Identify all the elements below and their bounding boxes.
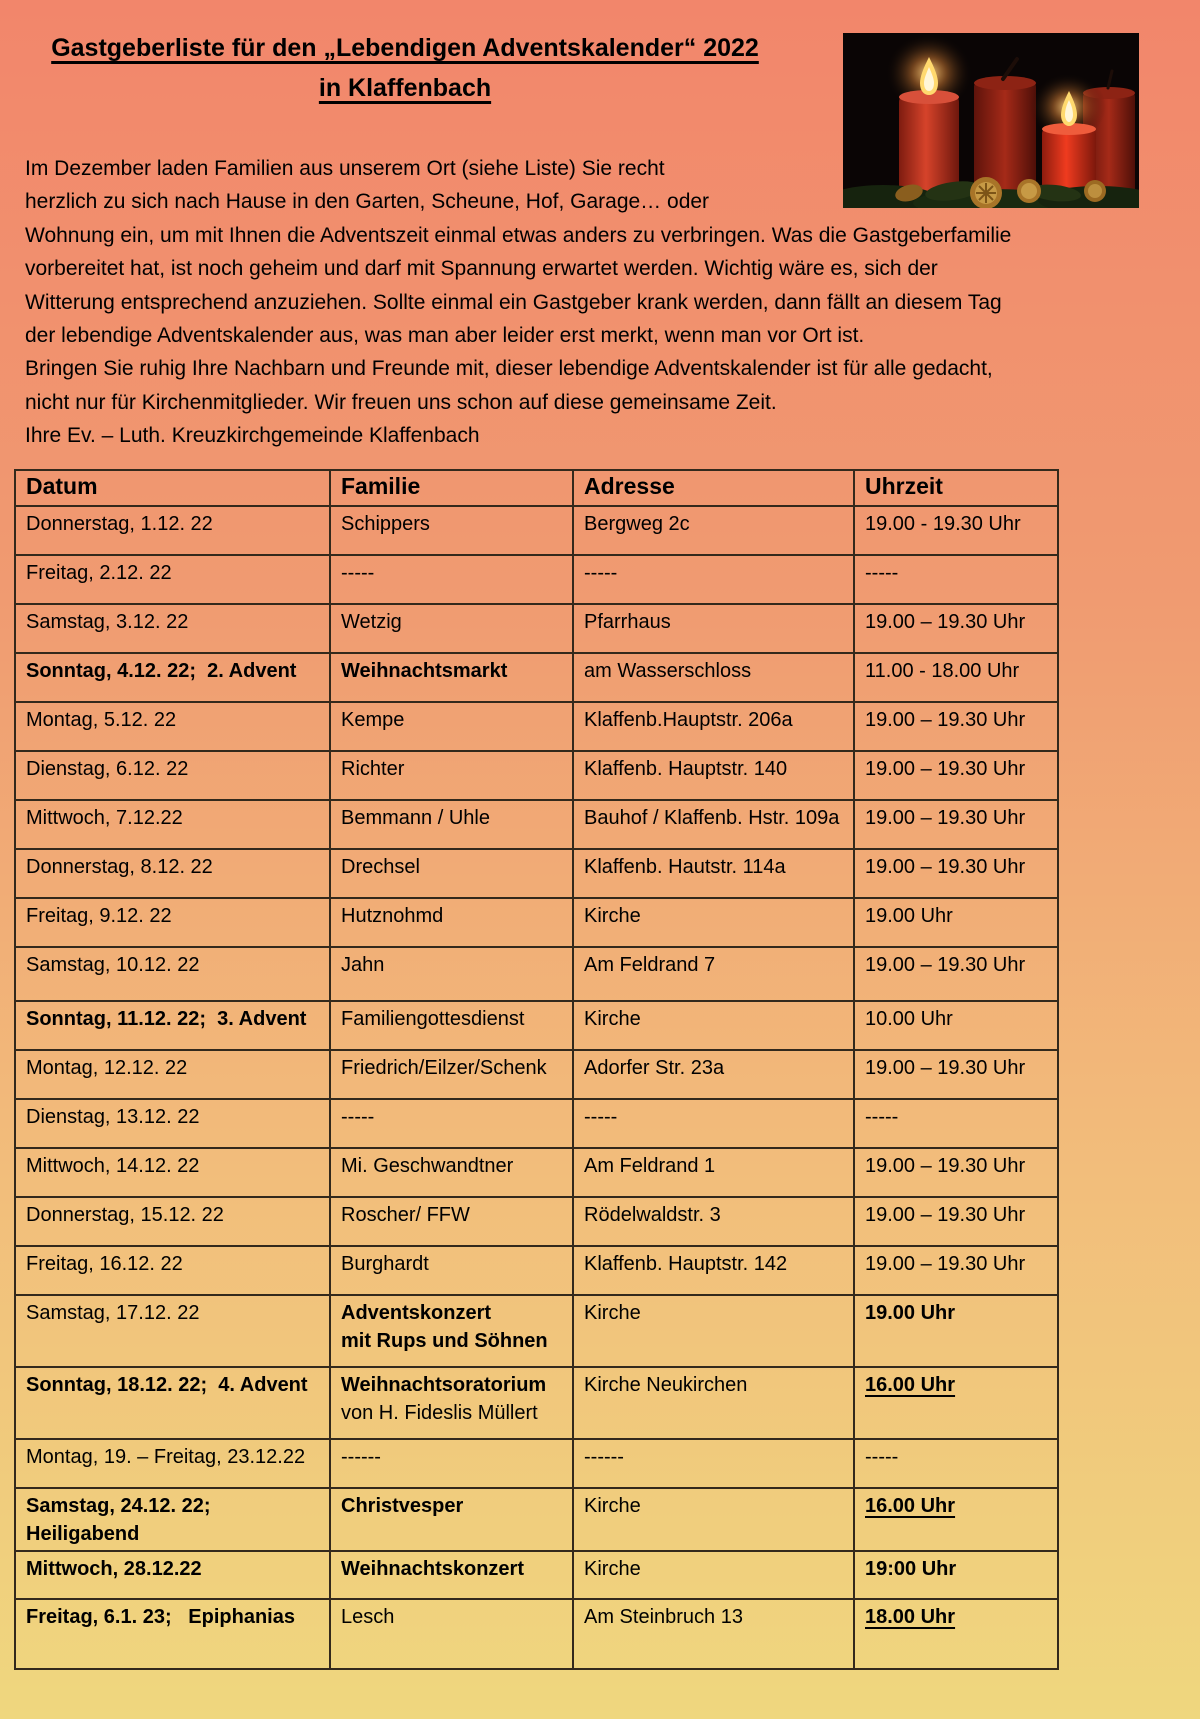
- table-cell: [15, 1197, 330, 1246]
- table-cell: [15, 1295, 330, 1367]
- table-cell: [854, 947, 1058, 1001]
- cell-text: 19:00 Uhr: [865, 1557, 957, 1580]
- cell-text: Mittwoch, 7.12.22: [26, 806, 183, 829]
- table-cell: [15, 1050, 330, 1099]
- cell-text: 19.00 – 19.30 Uhr: [865, 1252, 1026, 1275]
- cell-text: 16.00 Uhr: [865, 1494, 956, 1517]
- intro-line: Bringen Sie ruhig Ihre Nachbarn und Freunde mit, dieser lebendige Adventskalender ist für alle gedacht,: [25, 357, 993, 381]
- cell-text: 19.00 – 19.30 Uhr: [865, 610, 1026, 633]
- host-table: [14, 469, 1059, 1670]
- table-row: [15, 1197, 1058, 1246]
- table-cell: [15, 898, 330, 947]
- cell-text: Dienstag, 13.12. 22: [26, 1105, 200, 1128]
- cell-text: Donnerstag, 1.12. 22: [26, 512, 213, 535]
- intro-line: vorbereitet hat, ist noch geheim und darf mit Spannung erwartet werden. Wichtig wäre es, sich der: [25, 257, 938, 281]
- table-cell: [330, 800, 573, 849]
- cell-text: 19.00 – 19.30 Uhr: [865, 1203, 1026, 1226]
- table-cell: [854, 1439, 1058, 1488]
- table-row: [15, 1148, 1058, 1197]
- advent-wreath-photo: [843, 33, 1139, 208]
- table-cell: [573, 1050, 854, 1099]
- table-cell: [573, 1439, 854, 1488]
- table-cell: [15, 702, 330, 751]
- table-cell: [15, 751, 330, 800]
- cell-text: Mi. Geschwandtner: [341, 1154, 514, 1177]
- cell-text: 19.00 – 19.30 Uhr: [865, 708, 1026, 731]
- cell-text: Kirche: [584, 904, 641, 927]
- table-cell: [573, 1001, 854, 1050]
- table-cell: [330, 898, 573, 947]
- table-cell: [330, 1551, 573, 1599]
- cell-text: 19.00 – 19.30 Uhr: [865, 855, 1026, 878]
- cell-text: Klaffenb. Hautstr. 114a: [584, 855, 786, 878]
- cell-text: Am Steinbruch 13: [584, 1605, 743, 1628]
- table-row: [15, 604, 1058, 653]
- cell-text: Weihnachtskonzert: [341, 1557, 524, 1580]
- cell-text: Kirche: [584, 1557, 641, 1580]
- cell-text: Adventskonzert: [341, 1301, 492, 1324]
- cell-text: Bemmann / Uhle: [341, 806, 490, 829]
- table-cell: [330, 1367, 573, 1439]
- table-cell: [573, 1295, 854, 1367]
- table-cell: [15, 1488, 330, 1551]
- cell-text: Freitag, 16.12. 22: [26, 1252, 183, 1275]
- table-cell: [854, 1551, 1058, 1599]
- table-cell: [15, 1001, 330, 1050]
- cell-text: Montag, 12.12. 22: [26, 1056, 188, 1079]
- cell-text: Kirche: [584, 1494, 641, 1517]
- table-row: [15, 702, 1058, 751]
- table-cell: [573, 1197, 854, 1246]
- cell-text: Donnerstag, 8.12. 22: [26, 855, 213, 878]
- table-cell: [573, 506, 854, 555]
- table-row: [15, 555, 1058, 604]
- table-row: [15, 1488, 1058, 1551]
- cell-text: Kirche: [584, 1301, 641, 1324]
- table-cell: [330, 1246, 573, 1295]
- table-cell: [854, 1367, 1058, 1439]
- table-row: [15, 849, 1058, 898]
- table-row: [15, 1599, 1058, 1669]
- table-cell: [854, 751, 1058, 800]
- table-cell: [15, 947, 330, 1001]
- table-row: [15, 1439, 1058, 1488]
- cell-text: Freitag, 9.12. 22: [26, 904, 172, 927]
- page-title: [20, 28, 790, 108]
- table-cell: [15, 800, 330, 849]
- cell-text: von H. Fideslis Müllert: [341, 1401, 538, 1424]
- cell-text: Rödelwaldstr. 3: [584, 1203, 721, 1226]
- table-cell: [330, 506, 573, 555]
- intro-line: Im Dezember laden Familien aus unserem Ort (siehe Liste) Sie recht: [25, 157, 665, 180]
- cell-text: Heiligabend: [26, 1522, 140, 1545]
- cell-text: 18.00 Uhr: [865, 1605, 956, 1628]
- column-header-datum: Datum: [15, 470, 330, 506]
- cell-text: -----: [865, 1445, 899, 1468]
- table-cell: [854, 604, 1058, 653]
- cell-text: -----: [584, 561, 618, 584]
- cell-text: Sonntag, 18.12. 22; 4. Advent: [26, 1373, 308, 1396]
- table-cell: [330, 653, 573, 702]
- cell-text: Adorfer Str. 23a: [584, 1056, 725, 1079]
- cell-text: 19.00 – 19.30 Uhr: [865, 953, 1026, 976]
- table-cell: [573, 1488, 854, 1551]
- column-header-familie: Familie: [330, 470, 573, 506]
- cell-text: Montag, 5.12. 22: [26, 708, 177, 731]
- cell-text: Jahn: [341, 953, 385, 976]
- table-cell: [573, 898, 854, 947]
- table-row: [15, 1001, 1058, 1050]
- cell-text: 16.00 Uhr: [865, 1373, 956, 1396]
- column-header-uhrzeit: Uhrzeit: [854, 470, 1058, 506]
- intro-line: Witterung entsprechend anzuziehen. Sollte einmal ein Gastgeber krank werden, dann fällt an diesem Tag: [25, 290, 1002, 314]
- table-cell: [854, 849, 1058, 898]
- cell-text: 10.00 Uhr: [865, 1007, 953, 1030]
- column-header-adresse: Adresse: [573, 470, 854, 506]
- table-cell: [854, 1099, 1058, 1148]
- table-cell: [854, 1488, 1058, 1551]
- table-cell: [330, 702, 573, 751]
- cell-text: Dienstag, 6.12. 22: [26, 757, 189, 780]
- table-cell: [15, 1439, 330, 1488]
- table-row: [15, 1551, 1058, 1599]
- table-cell: [854, 1050, 1058, 1099]
- intro-line: herzlich zu sich nach Hause in den Garten, Scheune, Hof, Garage… oder: [25, 190, 710, 214]
- table-cell: [15, 506, 330, 555]
- cell-text: Drechsel: [341, 855, 420, 878]
- table-row: [15, 947, 1058, 1001]
- table-cell: [854, 1001, 1058, 1050]
- cell-text: Wetzig: [341, 610, 402, 633]
- cell-text: Christvesper: [341, 1494, 464, 1517]
- cell-text: Weihnachtsmarkt: [341, 659, 508, 682]
- table-cell: [330, 1295, 573, 1367]
- cell-text: Mittwoch, 14.12. 22: [26, 1154, 200, 1177]
- table-row: [15, 506, 1058, 555]
- cell-text: Pfarrhaus: [584, 610, 671, 633]
- table-cell: [330, 1099, 573, 1148]
- cell-text: Familiengottesdienst: [341, 1007, 525, 1030]
- table-cell: [330, 947, 573, 1001]
- table-cell: [330, 1050, 573, 1099]
- table-cell: [573, 1099, 854, 1148]
- table-cell: [15, 1099, 330, 1148]
- cell-text: 19.00 – 19.30 Uhr: [865, 1056, 1026, 1079]
- table-cell: [854, 506, 1058, 555]
- cell-text: Samstag, 3.12. 22: [26, 610, 189, 633]
- cell-text: 19.00 – 19.30 Uhr: [865, 1154, 1026, 1177]
- table-cell: [330, 604, 573, 653]
- cell-text: Roscher/ FFW: [341, 1203, 470, 1226]
- table-cell: [330, 1001, 573, 1050]
- table-cell: [573, 555, 854, 604]
- table-cell: [573, 849, 854, 898]
- table-cell: [15, 1246, 330, 1295]
- cell-text: ------: [341, 1445, 381, 1468]
- table-row: [15, 898, 1058, 947]
- cell-text: Burghardt: [341, 1252, 429, 1275]
- intro-line: nicht nur für Kirchenmitglieder. Wir freuen uns schon auf diese gemeinsame Zeit.: [25, 390, 777, 414]
- cell-text: 19.00 - 19.30 Uhr: [865, 512, 1021, 535]
- table-cell: [854, 800, 1058, 849]
- table-row: [15, 1367, 1058, 1439]
- cell-text: Samstag, 10.12. 22: [26, 953, 200, 976]
- cell-text: Freitag, 2.12. 22: [26, 561, 172, 584]
- cell-text: Montag, 19. – Freitag, 23.12.22: [26, 1445, 306, 1468]
- table-cell: [854, 1295, 1058, 1367]
- cell-text: Am Feldrand 1: [584, 1154, 716, 1177]
- cell-text: Klaffenb.Hauptstr. 206a: [584, 708, 793, 731]
- cell-text: Kirche Neukirchen: [584, 1373, 748, 1396]
- table-cell: [573, 604, 854, 653]
- table-cell: [854, 1197, 1058, 1246]
- cell-text: Friedrich/Eilzer/Schenk: [341, 1056, 547, 1079]
- cell-text: -----: [865, 561, 899, 584]
- table-row: [15, 1295, 1058, 1367]
- table-cell: [854, 1599, 1058, 1669]
- cell-text: Sonntag, 4.12. 22; 2. Advent: [26, 659, 297, 682]
- table-cell: [15, 1367, 330, 1439]
- table-cell: [854, 1246, 1058, 1295]
- table-cell: [854, 898, 1058, 947]
- cell-text: Klaffenb. Hauptstr. 142: [584, 1252, 788, 1275]
- table-row: [15, 653, 1058, 702]
- table-cell: [330, 1439, 573, 1488]
- cell-text: Schippers: [341, 512, 430, 535]
- table-cell: [573, 653, 854, 702]
- table-cell: [573, 702, 854, 751]
- cell-text: am Wasserschloss: [584, 659, 752, 682]
- table-cell: [15, 1599, 330, 1669]
- table-cell: [15, 849, 330, 898]
- table-cell: [330, 1488, 573, 1551]
- table-row: [15, 1246, 1058, 1295]
- cell-text: 19.00 – 19.30 Uhr: [865, 806, 1026, 829]
- cell-text: -----: [341, 561, 375, 584]
- table-cell: [854, 702, 1058, 751]
- cell-text: ------: [584, 1445, 624, 1468]
- table-cell: [330, 1599, 573, 1669]
- cell-text: Klaffenb. Hauptstr. 140: [584, 757, 788, 780]
- cell-text: -----: [584, 1105, 618, 1128]
- table-cell: [854, 555, 1058, 604]
- cell-text: Sonntag, 11.12. 22; 3. Advent: [26, 1007, 307, 1030]
- table-header-row: [15, 470, 1058, 506]
- intro-line: Ihre Ev. – Luth. Kreuzkirchgemeinde Klaffenbach: [25, 424, 480, 448]
- page-title-line-1: Gastgeberliste für den „Lebendigen Adventskalender“ 2022: [51, 34, 759, 62]
- table-cell: [15, 555, 330, 604]
- table-row: [15, 751, 1058, 800]
- intro-line: Wohnung ein, um mit Ihnen die Adventszeit einmal etwas anders zu verbringen. Was die Gastgeberfamilie: [25, 223, 1012, 247]
- cell-text: Richter: [341, 757, 405, 780]
- cell-text: -----: [341, 1105, 375, 1128]
- table-cell: [15, 1148, 330, 1197]
- table-cell: [573, 1148, 854, 1197]
- table-cell: [573, 1599, 854, 1669]
- cell-text: Bauhof / Klaffenb. Hstr. 109a: [584, 806, 840, 829]
- cell-text: Hutznohmd: [341, 904, 444, 927]
- table-cell: [573, 1246, 854, 1295]
- cell-text: 19.00 Uhr: [865, 1301, 956, 1324]
- table-cell: [854, 1148, 1058, 1197]
- table-cell: [573, 1551, 854, 1599]
- table-cell: [573, 751, 854, 800]
- cell-text: Kempe: [341, 708, 405, 731]
- cell-text: Mittwoch, 28.12.22: [26, 1557, 202, 1580]
- cell-text: Donnerstag, 15.12. 22: [26, 1203, 224, 1226]
- table-cell: [330, 751, 573, 800]
- page-title-line-2: in Klaffenbach: [318, 74, 492, 102]
- table-cell: [15, 604, 330, 653]
- document-page: [0, 28, 1200, 1719]
- table-cell: [330, 1148, 573, 1197]
- cell-text: 11.00 - 18.00 Uhr: [865, 659, 1020, 682]
- cell-text: Freitag, 6.1. 23; Epiphanias: [26, 1605, 295, 1628]
- cell-text: -----: [865, 1105, 899, 1128]
- cell-text: Kirche: [584, 1007, 641, 1030]
- table-cell: [15, 653, 330, 702]
- cell-text: Lesch: [341, 1605, 395, 1628]
- cell-text: Samstag, 17.12. 22: [26, 1301, 200, 1324]
- table-cell: [330, 1197, 573, 1246]
- cell-text: Weihnachtsoratorium: [341, 1373, 547, 1396]
- cell-text: Samstag, 24.12. 22;: [26, 1494, 211, 1517]
- cell-text: 19.00 – 19.30 Uhr: [865, 757, 1026, 780]
- intro-line: der lebendige Adventskalender aus, was man aber leider erst merkt, wenn man vor Ort ist.: [25, 324, 865, 348]
- cell-text: mit Rups und Söhnen: [341, 1329, 548, 1352]
- table-row: [15, 1050, 1058, 1099]
- cell-text: Bergweg 2c: [584, 512, 690, 535]
- table-cell: [330, 849, 573, 898]
- table-cell: [330, 555, 573, 604]
- table-cell: [573, 1367, 854, 1439]
- cell-text: 19.00 Uhr: [865, 904, 953, 927]
- table-row: [15, 1099, 1058, 1148]
- cell-text: Am Feldrand 7: [584, 953, 716, 976]
- table-row: [15, 800, 1058, 849]
- table-cell: [573, 800, 854, 849]
- table-body: [15, 506, 1058, 1669]
- table-cell: [854, 653, 1058, 702]
- table-cell: [573, 947, 854, 1001]
- table-cell: [15, 1551, 330, 1599]
